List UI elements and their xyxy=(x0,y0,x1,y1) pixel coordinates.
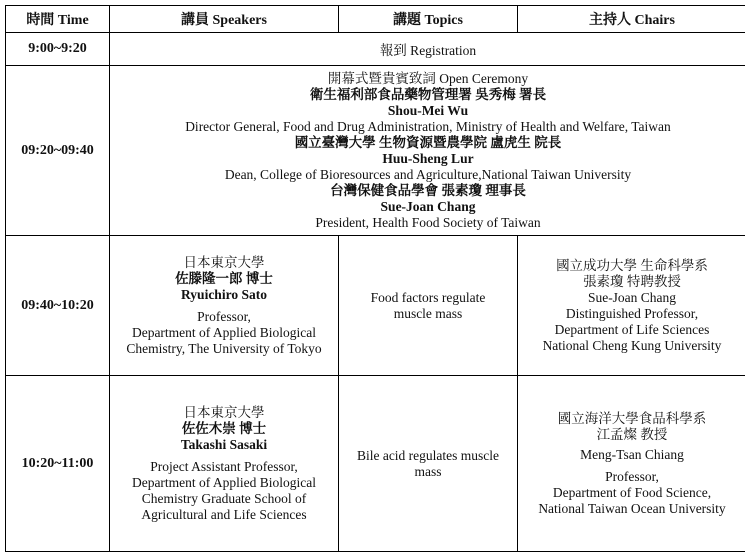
chair-line: Meng-Tsan Chiang xyxy=(580,446,684,462)
guest-name: Sue-Joan Chang xyxy=(380,198,476,214)
topic-cell xyxy=(339,376,518,552)
table-row xyxy=(6,236,745,376)
time-cell: 9:00~9:20 xyxy=(6,33,110,66)
topic-line: muscle mass xyxy=(393,305,463,321)
registration-cell: 報到 Registration xyxy=(110,33,745,66)
topic-line: Food factors regulate xyxy=(370,289,486,305)
header-speakers: 講員 Speakers xyxy=(110,6,339,33)
chair-cell xyxy=(518,376,745,552)
table-row xyxy=(6,376,745,552)
header-chairs: 主持人 Chairs xyxy=(518,6,745,33)
topic-cell xyxy=(339,236,518,376)
chair-name-zh: 江孟燦 教授 xyxy=(596,426,668,442)
speaker-name-zh: 佐滕隆一郎 博士 xyxy=(175,270,273,286)
guest-org: 台灣保健食品學會 張素瓊 理事長 xyxy=(330,182,526,198)
guest-role: Director General, Food and Drug Administration, Ministry of Health and Welfare, Taiwan xyxy=(185,118,671,134)
guest-name: Shou-Mei Wu xyxy=(387,102,469,118)
guest-name: Huu-Sheng Lur xyxy=(382,150,474,166)
speaker-name-en: Ryuichiro Sato xyxy=(181,286,267,302)
ceremony-title: 開幕式暨貴賓致詞 Open Ceremony xyxy=(327,70,529,86)
speaker-cell xyxy=(110,376,339,552)
speaker-line: Project Assistant Professor, xyxy=(150,458,298,474)
speaker-line: Department of Applied Biological xyxy=(131,474,317,490)
header-topics: 講題 Topics xyxy=(339,6,518,33)
chair-line: Department of Food Science, xyxy=(552,484,712,500)
agenda-table xyxy=(5,5,745,552)
time-cell: 09:40~10:20 xyxy=(6,236,110,376)
header-time: 時間 Time xyxy=(6,6,110,33)
guest-org: 衛生福利部食品藥物管理署 吳秀梅 署長 xyxy=(309,86,547,102)
speaker-line: Professor, xyxy=(197,308,251,324)
topic-line: Bile acid regulates muscle xyxy=(356,447,500,463)
ceremony-cell xyxy=(110,66,745,236)
speaker-name-zh: 佐佐木崇 博士 xyxy=(181,420,267,436)
time-cell: 09:20~09:40 xyxy=(6,66,110,236)
speaker-org: 日本東京大學 xyxy=(183,404,265,420)
chair-org: 國立成功大學 生命科學系 xyxy=(556,257,708,273)
guest-role: Dean, College of Bioresources and Agriculture,National Taiwan University xyxy=(224,166,632,182)
chair-line: Distinguished Professor, xyxy=(565,305,699,321)
time-cell: 10:20~11:00 xyxy=(6,376,110,552)
chair-line: Department of Life Sciences xyxy=(554,321,710,337)
speaker-org: 日本東京大學 xyxy=(183,254,265,270)
speaker-line: Agricultural and Life Sciences xyxy=(141,506,307,522)
speaker-line: Chemistry Graduate School of xyxy=(141,490,307,506)
chair-line: Professor, xyxy=(605,468,659,484)
speaker-line: Department of Applied Biological xyxy=(131,324,317,340)
header-row xyxy=(6,6,745,33)
guest-role: President, Health Food Society of Taiwan xyxy=(315,214,541,230)
table-row xyxy=(6,33,745,66)
chair-line: Sue-Joan Chang xyxy=(587,289,677,305)
speaker-name-en: Takashi Sasaki xyxy=(180,436,268,452)
chair-org: 國立海洋大學食品科學系 xyxy=(557,410,707,426)
chair-line: National Taiwan Ocean University xyxy=(538,500,726,516)
table-row xyxy=(6,66,745,236)
chair-name-zh: 張素瓊 特聘教授 xyxy=(583,273,681,289)
speaker-line: Chemistry, The University of Tokyo xyxy=(126,340,322,356)
topic-line: mass xyxy=(414,463,442,479)
chair-line: National Cheng Kung University xyxy=(542,337,722,353)
speaker-cell xyxy=(110,236,339,376)
chair-cell xyxy=(518,236,745,376)
guest-org: 國立臺灣大學 生物資源暨農學院 盧虎生 院長 xyxy=(294,134,562,150)
